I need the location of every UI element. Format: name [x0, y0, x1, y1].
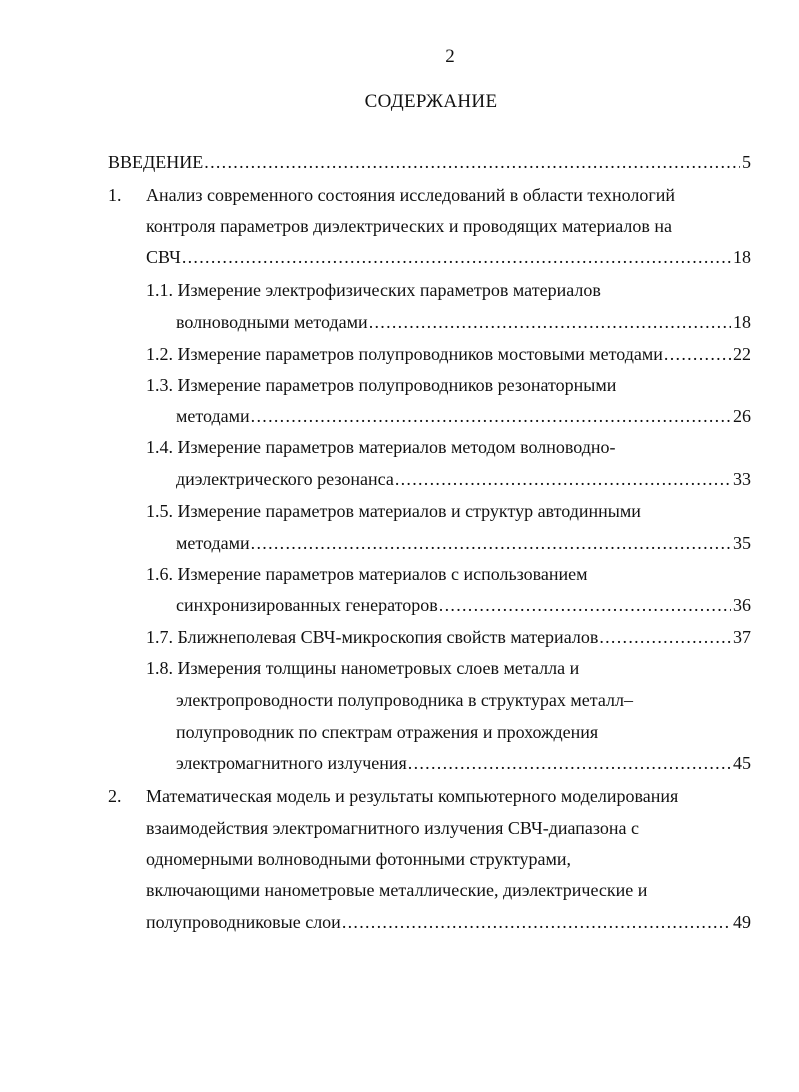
toc-page-number: 33 [733, 469, 751, 489]
dot-leader [342, 912, 731, 932]
toc-entry-line: взаимодействия электромагнитного излучения СВЧ-диапазона с [146, 818, 640, 838]
toc-entry-line: Математическая модель и результаты компьютерного моделирования [146, 786, 679, 806]
toc-entry-1-5 [176, 533, 751, 553]
toc-entry-line: 1.1. Измерение электрофизических параметров материалов [146, 280, 601, 300]
toc-entry-label: полупроводниковые слои [146, 912, 341, 932]
dot-leader [664, 344, 731, 364]
dot-leader [369, 312, 731, 332]
toc-entry-line: электропроводности полупроводника в структурах металл– [176, 690, 633, 710]
toc-entry-line: 1.3. Измерение параметров полупроводников резонаторными [146, 375, 617, 395]
toc-entry-label: СВЧ [146, 247, 181, 267]
toc-page-number: 18 [733, 312, 751, 332]
toc-page-number: 22 [733, 344, 751, 364]
page-number: 2 [445, 46, 455, 67]
section-number: 1. [108, 185, 122, 205]
toc-entry-label: электромагнитного излучения [176, 753, 407, 773]
toc-entry-line: 1.8. Измерения толщины нанометровых слоев металла и [146, 658, 580, 678]
toc-entry-1-6 [176, 595, 751, 615]
toc-entry-line: включающими нанометровые металлические, диэлектрические и [146, 880, 648, 900]
toc-entry-line: контроля параметров диэлектрических и проводящих материалов на [146, 216, 672, 236]
toc-page-number: 37 [733, 627, 751, 647]
toc-page-number: 5 [742, 152, 751, 172]
toc-entry-1-1 [176, 312, 751, 332]
toc-entry-label: 1.7. Ближнеполевая СВЧ-микроскопия свойств материалов [146, 627, 599, 647]
toc-entry-1-3 [176, 406, 751, 426]
toc-page-number: 35 [733, 533, 751, 553]
dot-leader [408, 753, 731, 773]
toc-entry-label: методами [176, 533, 250, 553]
toc-entry-line: одномерными волноводными фотонными структурами, [146, 849, 572, 869]
dot-leader [395, 469, 731, 489]
toc-entry-line: 1.6. Измерение параметров материалов с использованием [146, 564, 588, 584]
toc-entry-section-2 [146, 912, 751, 932]
dot-leader [439, 595, 731, 615]
toc-entry-section-1 [146, 247, 751, 267]
toc-entry-line: 1.4. Измерение параметров материалов методом волноводно- [146, 437, 616, 457]
toc-page-number: 18 [733, 247, 751, 267]
toc-entry-line: Анализ современного состояния исследований в области технологий [146, 185, 676, 205]
toc-page-number: 26 [733, 406, 751, 426]
toc-entry-intro [108, 152, 751, 172]
toc-page-number: 36 [733, 595, 751, 615]
dot-leader [251, 406, 731, 426]
toc-page-number: 49 [733, 912, 751, 932]
toc-entry-label: ВВЕДЕНИЕ [108, 152, 204, 172]
dot-leader [204, 152, 740, 172]
toc-entry-line: 1.5. Измерение параметров материалов и структур автодинными [146, 501, 641, 521]
section-number: 2. [108, 786, 122, 806]
toc-page-number: 45 [733, 753, 751, 773]
toc-entry-label: синхронизированных генераторов [176, 595, 438, 615]
toc-entry-1-7 [146, 627, 751, 647]
toc-entry-1-4 [176, 469, 751, 489]
toc-entry-label: волноводными методами [176, 312, 368, 332]
toc-entry-label: 1.2. Измерение параметров полупроводников мостовыми методами [146, 344, 663, 364]
dot-leader [182, 247, 731, 267]
toc-entry-1-8 [176, 753, 751, 773]
dot-leader [251, 533, 731, 553]
toc-entry-line: полупроводник по спектрам отражения и прохождения [176, 722, 599, 742]
dot-leader [599, 627, 731, 647]
toc-entry-1-2 [146, 344, 751, 364]
toc-entry-label: диэлектрического резонанса [176, 469, 394, 489]
toc-entry-label: методами [176, 406, 250, 426]
page-title: СОДЕРЖАНИЕ [364, 91, 498, 112]
